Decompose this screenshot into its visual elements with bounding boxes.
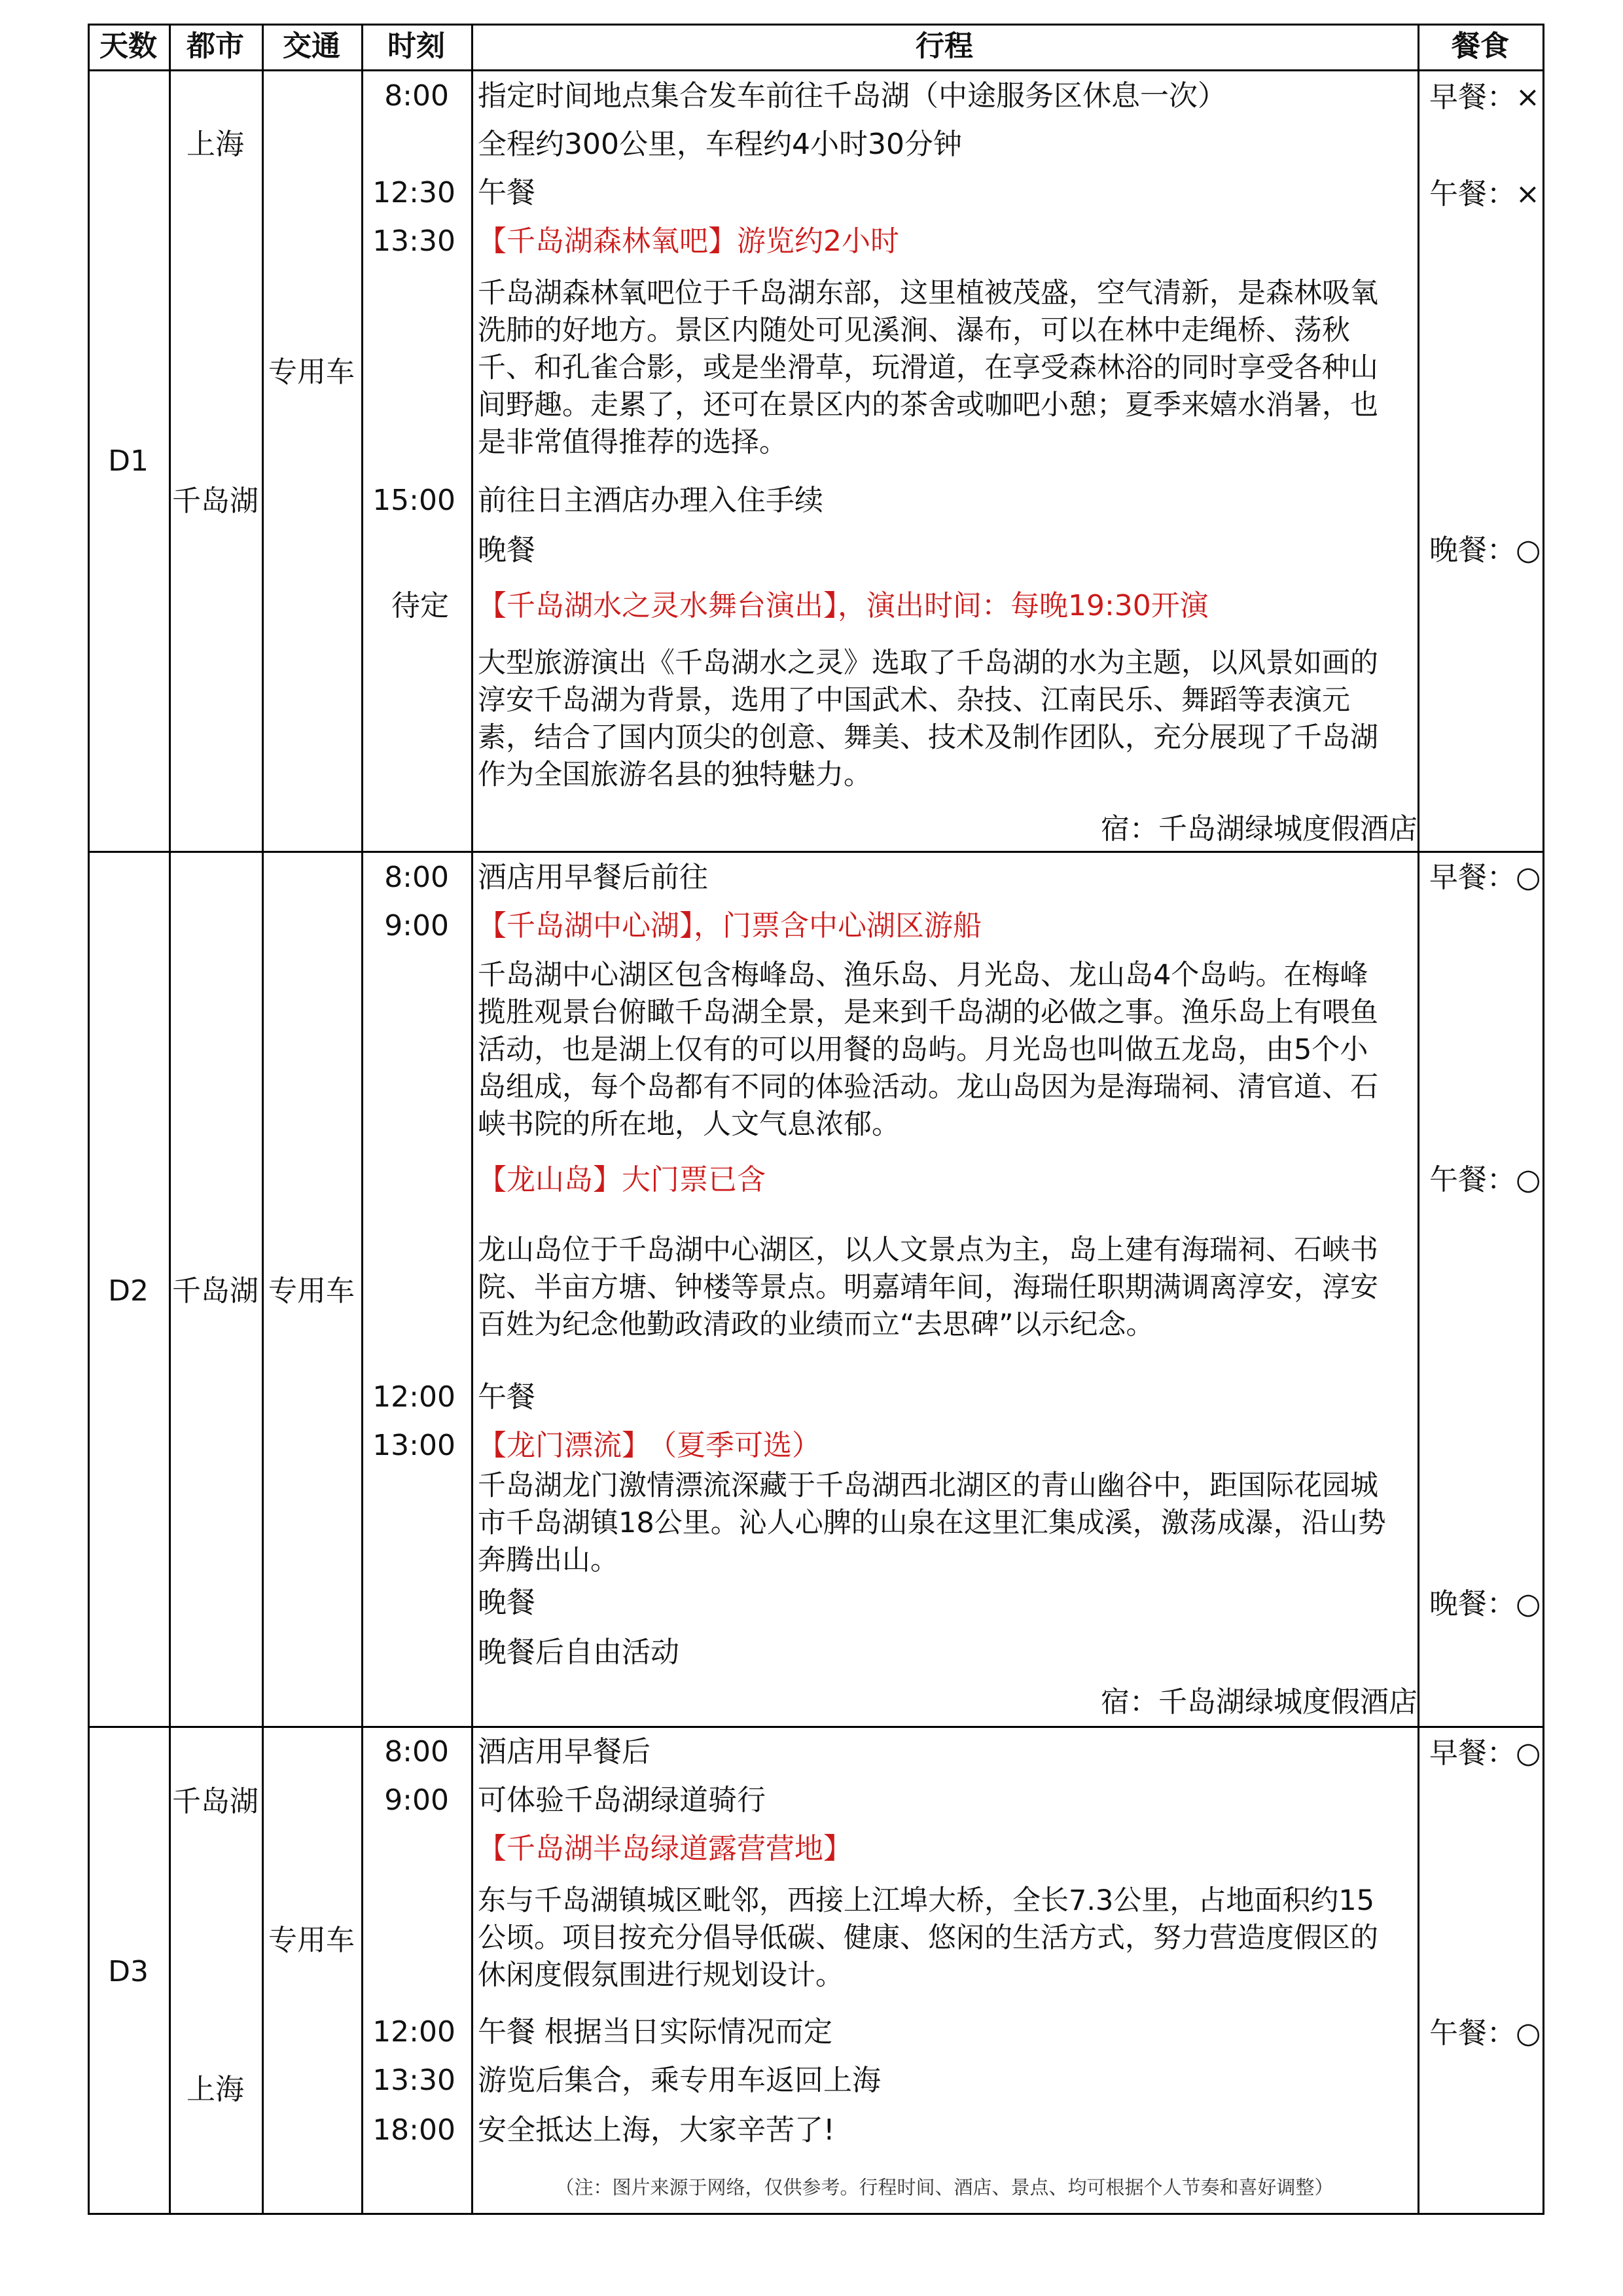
- meal-lunch: 午餐：×: [1429, 177, 1540, 211]
- time-label: 8:00: [384, 79, 449, 113]
- header-itinerary: 行程: [916, 29, 973, 63]
- time-label: 8:00: [384, 861, 449, 894]
- time-label: 8:00: [384, 1735, 449, 1768]
- transport-label: 专用车: [268, 355, 355, 389]
- col-line-itinerary: [471, 24, 473, 2215]
- time-label: 9:00: [384, 1784, 449, 1817]
- hotel-stay: 宿：千岛湖绿城度假酒店: [1101, 1685, 1418, 1719]
- header-day: 天数: [99, 29, 157, 63]
- time-label: 15:00: [372, 484, 455, 517]
- city-label: 千岛湖: [172, 484, 259, 518]
- time-label: 12:00: [372, 2015, 455, 2049]
- header-meals: 餐食: [1452, 29, 1509, 63]
- attraction-title: 【龙山岛】大门票已含: [478, 1163, 766, 1196]
- transport-label: 专用车: [268, 1924, 355, 1957]
- attraction-description: 千岛湖龙门激情漂流深藏于千岛湖西北湖区的青山幽谷中，距国际花园城市千岛湖镇18公里。沁人心脾的山泉在这里汇集成溪，激荡成瀑，沿山势奔腾出山。: [478, 1469, 1386, 1577]
- meal-dinner: 晚餐：○: [1429, 1587, 1541, 1621]
- transport-label: 专用车: [268, 1274, 355, 1308]
- itinerary-line: 酒店用早餐后前往: [478, 861, 708, 894]
- day-label: D2: [108, 1274, 149, 1308]
- city-label: 千岛湖: [172, 1785, 259, 1818]
- meal-breakfast: 早餐：○: [1429, 1736, 1541, 1770]
- header-bottom-line: [88, 69, 1544, 71]
- time-label: 9:00: [384, 909, 449, 942]
- time-label: 12:30: [372, 176, 455, 209]
- attraction-description: 龙山岛位于千岛湖中心湖区，以人文景点为主，岛上建有海瑞祠、石峡书院、半亩方塘、钟楼等景点。明嘉靖年间，海瑞任职期满调离淳安，淳安百姓为纪念他勤政清政的业绩而立“去思碑”以示纪念。: [478, 1234, 1378, 1341]
- meal-dinner: 晚餐：○: [1429, 533, 1541, 567]
- itinerary-line: 酒店用早餐后: [478, 1735, 651, 1768]
- meal-breakfast: 早餐：×: [1429, 81, 1540, 114]
- meal-breakfast: 早餐：○: [1429, 861, 1541, 894]
- col-line-city: [169, 24, 171, 2215]
- table-border-left: [88, 24, 90, 2215]
- attraction-description: 东与千岛湖镇城区毗邻，西接上江埠大桥，全长7.3公里，占地面积约15公顷。项目按充分倡导低碳、健康、悠闲的生活方式，努力营造度假区的休闲度假氛围进行规划设计。: [478, 1884, 1378, 1992]
- itinerary-line: 午餐: [478, 176, 535, 209]
- day1-bottom-line: [88, 851, 1544, 853]
- attraction-note: （夏季可选）: [648, 1429, 821, 1462]
- day-label: D3: [108, 1955, 149, 1988]
- itinerary-line: 可体验千岛湖绿道骑行: [478, 1784, 766, 1817]
- col-line-meals: [1418, 24, 1419, 2215]
- time-label: 18:00: [372, 2113, 455, 2147]
- header-city: 都市: [187, 29, 244, 63]
- time-label: 12:00: [372, 1380, 455, 1414]
- itinerary-line: 晚餐: [478, 1586, 535, 1619]
- attraction-description: 千岛湖森林氧吧位于千岛湖东部，这里植被茂盛，空气清新，是森林吸氧洗肺的好地方。景区内随处可见溪涧、瀑布，可以在林中走绳桥、荡秋千、和孔雀合影，或是坐滑草，玩滑道，在享受森林浴的同时享受各种山间野趣。走累了，还可在景区内的茶舍或咖吧小憩；夏季来嬉水消暑，也是非常值得推荐的选择。: [478, 277, 1378, 459]
- attraction-title: 【千岛湖半岛绿道露营营地】: [478, 1832, 852, 1865]
- time-label: 13:30: [372, 2064, 455, 2097]
- table-border-right: [1543, 24, 1544, 2215]
- city-label: 千岛湖: [172, 1274, 259, 1308]
- time-label: 待定: [391, 589, 449, 622]
- itinerary-line: 指定时间地点集合发车前往千岛湖（中途服务区休息一次）: [478, 79, 1226, 113]
- col-line-transport: [262, 24, 264, 2215]
- col-line-time: [361, 24, 363, 2215]
- day2-bottom-line: [88, 1726, 1544, 1728]
- itinerary-line: 前往日主酒店办理入住手续: [478, 484, 823, 517]
- table-border-top: [88, 24, 1544, 26]
- hotel-stay: 宿：千岛湖绿城度假酒店: [1101, 812, 1418, 846]
- attraction-title: 【千岛湖中心湖】，门票含中心湖区游船: [478, 909, 982, 942]
- attraction-description: 大型旅游演出《千岛湖水之灵》选取了千岛湖的水为主题，以风景如画的淳安千岛湖为背景，选用了中国武术、杂技、江南民乐、舞蹈等表演元素，结合了国内顶尖的创意、舞美、技术及制作团队，充分展现了千岛湖作为全国旅游名县的独特魅力。: [478, 647, 1378, 791]
- itinerary-line: 游览后集合，乘专用车返回上海: [478, 2064, 881, 2097]
- attraction-title: 【龙门漂流】: [478, 1429, 651, 1462]
- time-label: 13:30: [372, 224, 455, 258]
- meal-lunch: 午餐：○: [1429, 2017, 1541, 2050]
- attraction-description: 千岛湖中心湖区包含梅峰岛、渔乐岛、月光岛、龙山岛4个岛屿。在梅峰揽胜观景台俯瞰千岛湖全景，是来到千岛湖的必做之事。渔乐岛上有喂鱼活动，也是湖上仅有的可以用餐的岛屿。月光岛也叫做五龙岛，由5个小岛组成，每个岛都有不同的体验活动。龙山岛因为是海瑞祠、清官道、石峡书院的所在地，人文气息浓郁。: [478, 959, 1378, 1141]
- itinerary-line: 午餐: [478, 1380, 535, 1414]
- footnote: （注：图片来源于网络，仅供参考。行程时间、酒店、景点、均可根据个人节奏和喜好调整）: [555, 2176, 1334, 2198]
- day-label: D1: [108, 444, 149, 478]
- meal-lunch: 午餐：○: [1429, 1163, 1541, 1196]
- itinerary-line: 晚餐: [478, 533, 535, 567]
- header-time: 时刻: [387, 29, 445, 63]
- city-label: 上海: [187, 128, 244, 161]
- table-border-bottom: [88, 2213, 1544, 2215]
- attraction-title: 【千岛湖水之灵水舞台演出】，演出时间：每晚19:30开演: [478, 589, 1209, 622]
- attraction-title: 【千岛湖森林氧吧】游览约2小时: [478, 224, 899, 258]
- time-label: 13:00: [372, 1429, 455, 1462]
- itinerary-line: 午餐 根据当日实际情况而定: [478, 2015, 832, 2049]
- city-label: 上海: [187, 2073, 244, 2106]
- itinerary-line: 安全抵达上海，大家辛苦了!: [478, 2113, 835, 2147]
- header-transport: 交通: [283, 29, 340, 63]
- itinerary-line: 晚餐后自由活动: [478, 1636, 679, 1669]
- itinerary-line: 全程约300公里，车程约4小时30分钟: [478, 128, 962, 161]
